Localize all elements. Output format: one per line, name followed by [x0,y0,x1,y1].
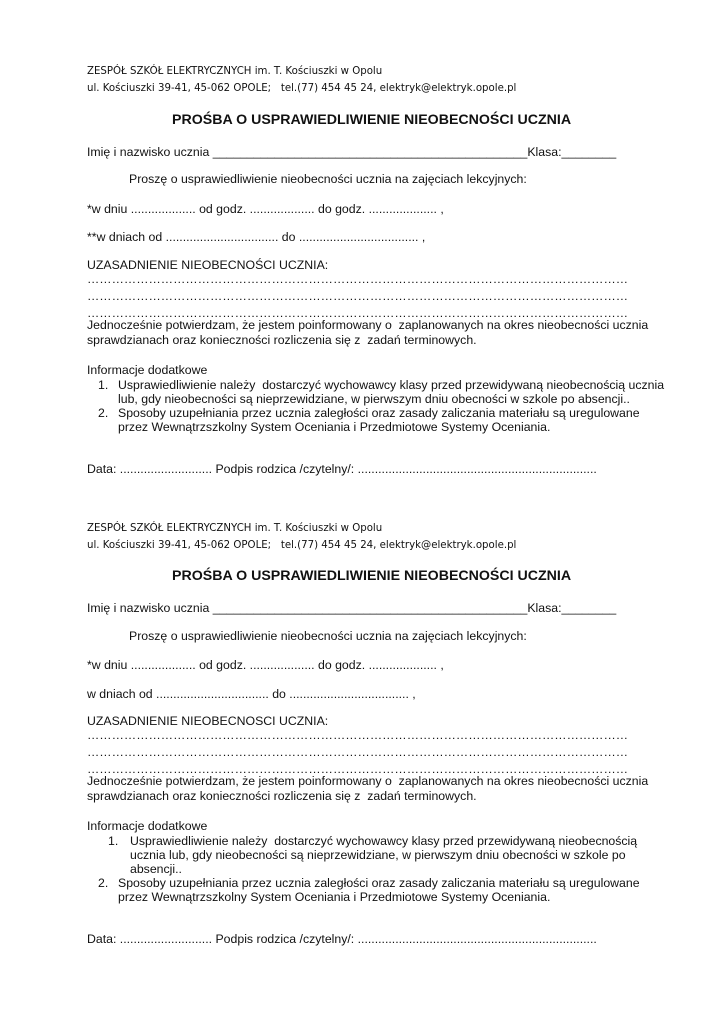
confirmation-text-line-1: Jednocześnie potwierdzam, że jestem poinformowany o zaplanowanych na okres nieobecności ucznia [87,774,649,788]
form-title: PROŚBA O USPRAWIEDLIWIENIE NIEOBECNOŚCI UCZNIA [172,568,572,584]
justification-line-3[interactable]: …………………………………………………………………………………………………………………… [87,762,629,776]
info-item-1-text: Usprawiedliwienie należy dostarczyć wychowawcy klasy przed przewidywaną nieobecnością ucznia [118,378,665,392]
justification-line-2[interactable]: …………………………………………………………………………………………………………………… [87,289,629,303]
date-signature-field[interactable]: Data: ........................... Podpis rodzica /czytelny/: ...................................................................... [87,462,597,476]
info-heading: Informacje dodatkowe [87,819,208,833]
justification-label: UZASADNIENIE NIEOBECNOŚCI UCZNIA: [87,258,329,272]
request-text: Proszę o usprawiedliwienie nieobecności ucznia na zajęciach lekcyjnych: [129,629,527,643]
info-heading: Informacje dodatkowe [87,363,208,377]
info-item-2-text: przez Wewnątrzszkolny System Oceniania i Przedmiotowe Systemy Oceniania. [118,420,551,434]
student-name-class-field[interactable]: Imię i nazwisko ucznia ______________________________________________Klasa:________ [87,601,617,615]
info-item-1-text: Usprawiedliwienie należy dostarczyć wychowawcy klasy przed przewidywaną nieobecnością [130,834,638,848]
date-range-field[interactable]: **w dniach od ................................. do ................................... , [87,230,426,244]
info-item-1-text: absencji.. [130,862,182,876]
date-range-field[interactable]: w dniach od ................................. do ................................... , [87,687,416,701]
info-item-2-number: 2. [98,876,109,890]
single-day-field[interactable]: *w dniu ................... od godz. ................... do godz. .................... , [87,658,444,672]
info-item-1-number: 1. [98,378,109,392]
info-item-2-text: Sposoby uzupełniania przez ucznia zaległości oraz zasady zaliczania materiału są uregulowane [118,406,640,420]
info-item-1-text: ucznia lub, gdy nieobecności są nieprzewidziane, w pierwszym dniu obecności w szkole po [130,848,626,862]
info-item-2-text: Sposoby uzupełniania przez ucznia zaległości oraz zasady zaliczania materiału są uregulowane [118,876,640,890]
confirmation-text-line-1: Jednocześnie potwierdzam, że jestem poinformowany o zaplanowanych na okres nieobecności ucznia [87,318,649,332]
justification-label: UZASADNIENIE NIEOBECNOSCI UCZNIA: [87,714,329,728]
form-title: PROŚBA O USPRAWIEDLIWIENIE NIEOBECNOŚCI UCZNIA [172,112,572,128]
info-item-1-number: 1. [108,834,119,848]
school-name: ZESPÓŁ SZKÓŁ ELEKTRYCZNYCH im. T. Kościuszki w Opolu [87,66,383,77]
info-item-1-text: lub, gdy nieobecności są nieprzewidziane, w pierwszym dniu obecności w szkole po absencji.. [118,392,630,406]
school-address: ul. Kościuszki 39-41, 45-062 OPOLE; tel.(77) 454 45 24, elektryk@elektryk.opole.pl [87,83,517,94]
single-day-field[interactable]: *w dniu ................... od godz. ................... do godz. .................... , [87,202,444,216]
confirmation-text-line-2: sprawdzianach oraz konieczności rozliczenia się z zadań terminowych. [87,333,477,347]
date-signature-field[interactable]: Data: ........................... Podpis rodzica /czytelny/: ...................................................................... [87,932,597,946]
confirmation-text-line-2: sprawdzianach oraz konieczności rozliczenia się z zadań terminowych. [87,789,477,803]
school-address: ul. Kościuszki 39-41, 45-062 OPOLE; tel.(77) 454 45 24, elektryk@elektryk.opole.pl [87,540,517,551]
justification-line-1[interactable]: …………………………………………………………………………………………………………………… [87,728,629,742]
justification-line-3[interactable]: …………………………………………………………………………………………………………………… [87,306,629,320]
student-name-class-field[interactable]: Imię i nazwisko ucznia ______________________________________________Klasa:________ [87,145,617,159]
info-item-2-number: 2. [98,406,109,420]
school-name: ZESPÓŁ SZKÓŁ ELEKTRYCZNYCH im. T. Kościuszki w Opolu [87,523,383,534]
info-item-2-text: przez Wewnątrzszkolny System Oceniania i Przedmiotowe Systemy Oceniania. [118,890,551,904]
justification-line-1[interactable]: …………………………………………………………………………………………………………………… [87,272,629,286]
request-text: Proszę o usprawiedliwienie nieobecności ucznia na zajęciach lekcyjnych: [129,172,527,186]
justification-line-2[interactable]: …………………………………………………………………………………………………………………… [87,745,629,759]
